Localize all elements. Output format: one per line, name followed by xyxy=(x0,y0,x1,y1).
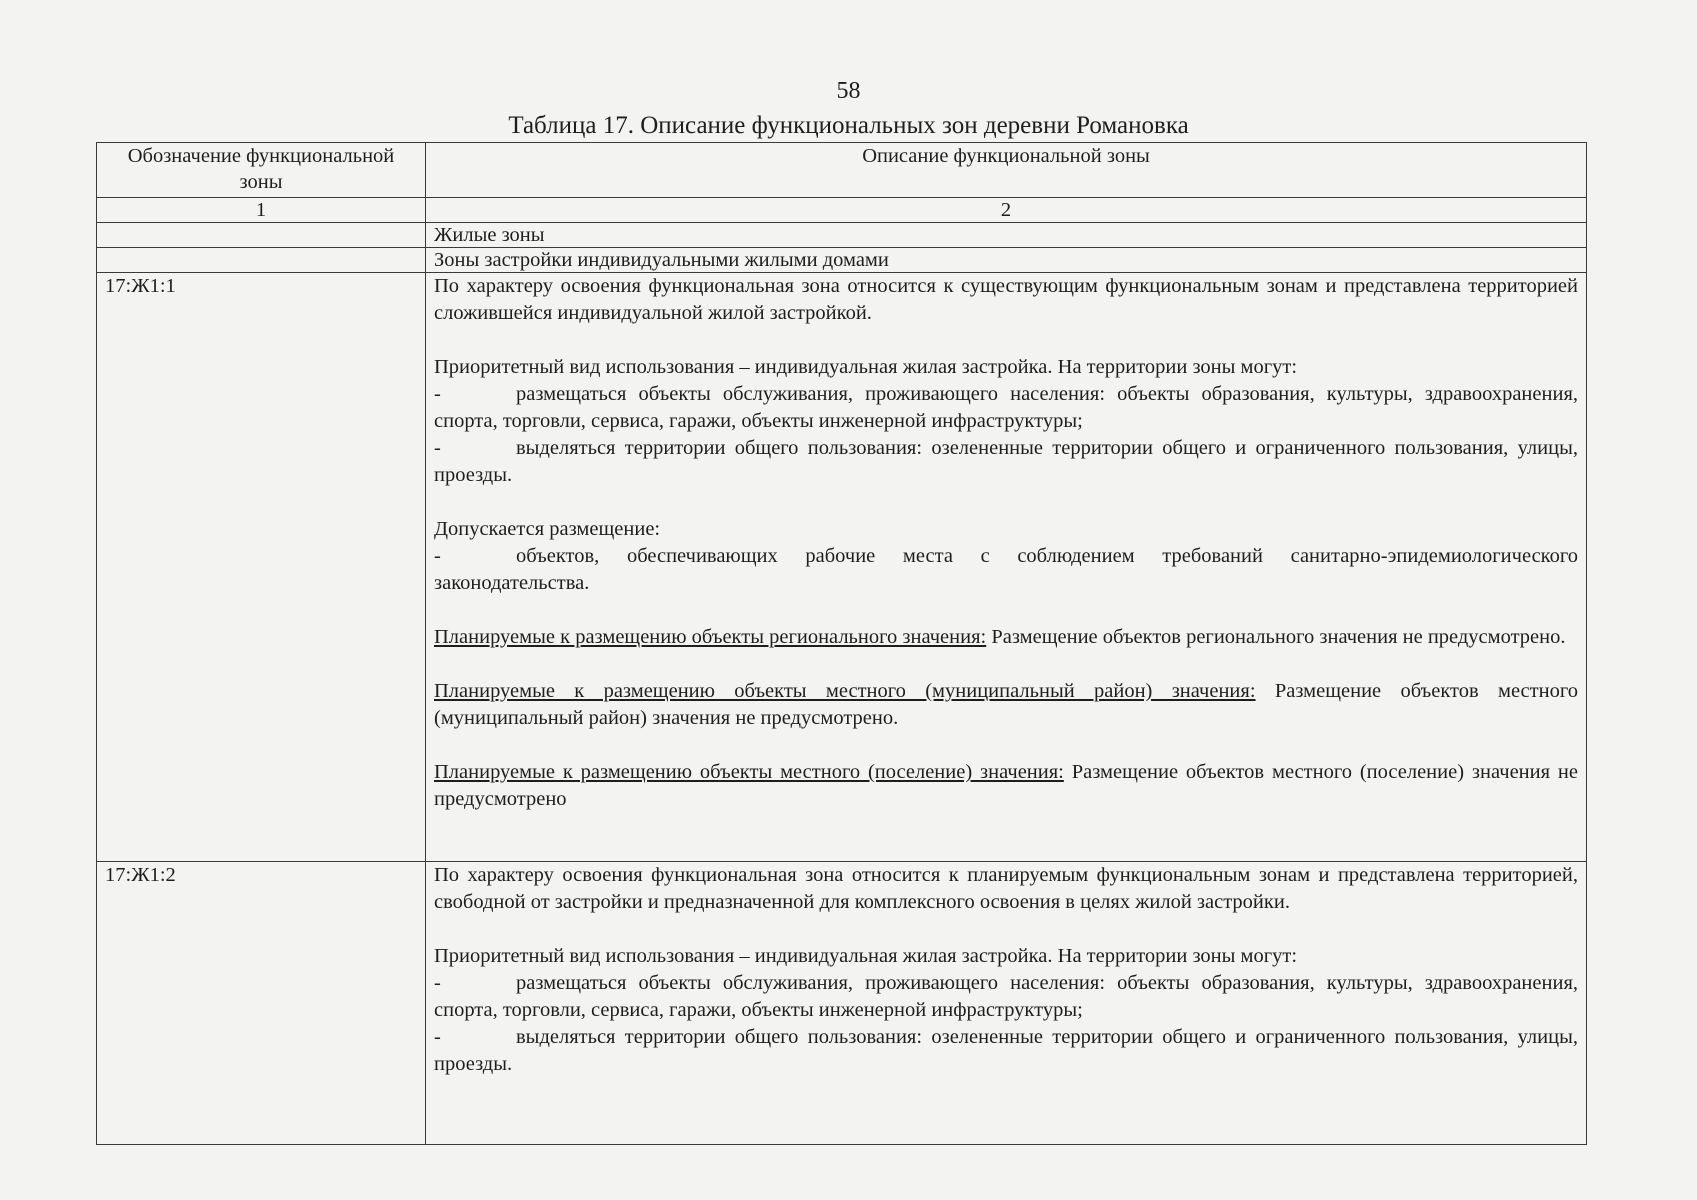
zone-code: 17:Ж1:1 xyxy=(97,273,426,862)
district-objects-text xyxy=(434,678,1578,732)
list-item-text: размещаться объекты обслуживания, проживающего населения: объекты образования, культуры, здравоохранения, спорта, торговли, сервиса, гаражи, объекты инженерной инфраструктуры; xyxy=(434,383,1578,432)
list-dash: - xyxy=(434,437,441,459)
regional-objects-value: Размещение объектов регионального значения не предусмотрено. xyxy=(986,626,1566,648)
zone-group-row xyxy=(97,223,1587,248)
column-number-1: 1 xyxy=(97,198,426,223)
allowed-placement-text: Допускается размещение: xyxy=(434,518,661,540)
zone-description xyxy=(426,273,1587,862)
development-type-text: По характеру освоения функциональная зона относится к планируемым функциональным зонам и представлена территорией, свободной от застройки и предназначенной для комплексного освоения в целях жилой застройки. xyxy=(434,864,1578,913)
zones-table xyxy=(96,142,1587,1145)
header-zone-code: Обозначение функциональной зоны xyxy=(97,143,426,198)
zone-group-title: Жилые зоны xyxy=(426,223,1587,248)
zone-subgroup-row xyxy=(97,248,1587,273)
list-dash: - xyxy=(434,545,441,567)
table-row xyxy=(97,273,1587,862)
list-item xyxy=(434,1024,1578,1078)
column-numbering-row xyxy=(97,198,1587,223)
header-zone-description: Описание функциональной зоны xyxy=(426,143,1587,198)
list-item xyxy=(434,435,1578,489)
list-item xyxy=(434,970,1578,1024)
list-item xyxy=(434,543,1578,597)
list-item-text: выделяться территории общего пользования: озелененные территории общего и ограниченного пользования, улицы, проезды. xyxy=(434,1026,1578,1075)
list-item-text: выделяться территории общего пользования: озелененные территории общего и ограниченного пользования, улицы, проезды. xyxy=(434,437,1578,486)
column-number-2: 2 xyxy=(426,198,1587,223)
zone-code: 17:Ж1:2 xyxy=(97,862,426,1145)
zone-subgroup-title: Зоны застройки индивидуальными жилыми домами xyxy=(426,248,1587,273)
table-title: Таблица 17. Описание функциональных зон деревни Романовка xyxy=(508,112,1189,139)
list-dash: - xyxy=(434,383,441,405)
district-objects-label: Планируемые к размещению объекты местного (муниципальный район) значения: xyxy=(434,680,1256,702)
list-item-text: размещаться объекты обслуживания, проживающего населения: объекты образования, культуры, здравоохранения, спорта, торговли, сервиса, гаражи, объекты инженерной инфраструктуры; xyxy=(434,972,1578,1021)
page-number: 58 xyxy=(836,78,861,104)
regional-objects-label: Планируемые к размещению объекты регионального значения: xyxy=(434,626,987,648)
list-dash: - xyxy=(434,1026,441,1048)
list-item xyxy=(434,381,1578,435)
settlement-objects-value: Размещение объектов местного (поселение) значения не предусмотрено xyxy=(434,761,1578,810)
regional-objects-text xyxy=(434,624,1578,651)
zone-subgroup-empty-cell xyxy=(97,248,426,273)
zone-description xyxy=(426,862,1587,1145)
development-type-text: По характеру освоения функциональная зона относится к существующим функциональным зонам и представлена территорией сложившейся индивидуальной жилой застройкой. xyxy=(434,275,1578,324)
settlement-objects-label: Планируемые к размещению объекты местного (поселение) значения: xyxy=(434,761,1064,783)
priority-use-text: Приоритетный вид использования – индивидуальная жилая застройка. На территории зоны могут: xyxy=(434,945,1298,967)
priority-use-text: Приоритетный вид использования – индивидуальная жилая застройка. На территории зоны могут: xyxy=(434,356,1298,378)
settlement-objects-text xyxy=(434,759,1578,813)
list-dash: - xyxy=(434,972,441,994)
table-row xyxy=(97,862,1587,1145)
district-objects-value: Размещение объектов местного (муниципальный район) значения не предусмотрено. xyxy=(434,680,1578,729)
list-item-text: объектов, обеспечивающих рабочие места с соблюдением требований санитарно-эпидемиологического законодательства. xyxy=(434,545,1578,594)
zone-group-empty-cell xyxy=(97,223,426,248)
table-header-row xyxy=(97,143,1587,198)
